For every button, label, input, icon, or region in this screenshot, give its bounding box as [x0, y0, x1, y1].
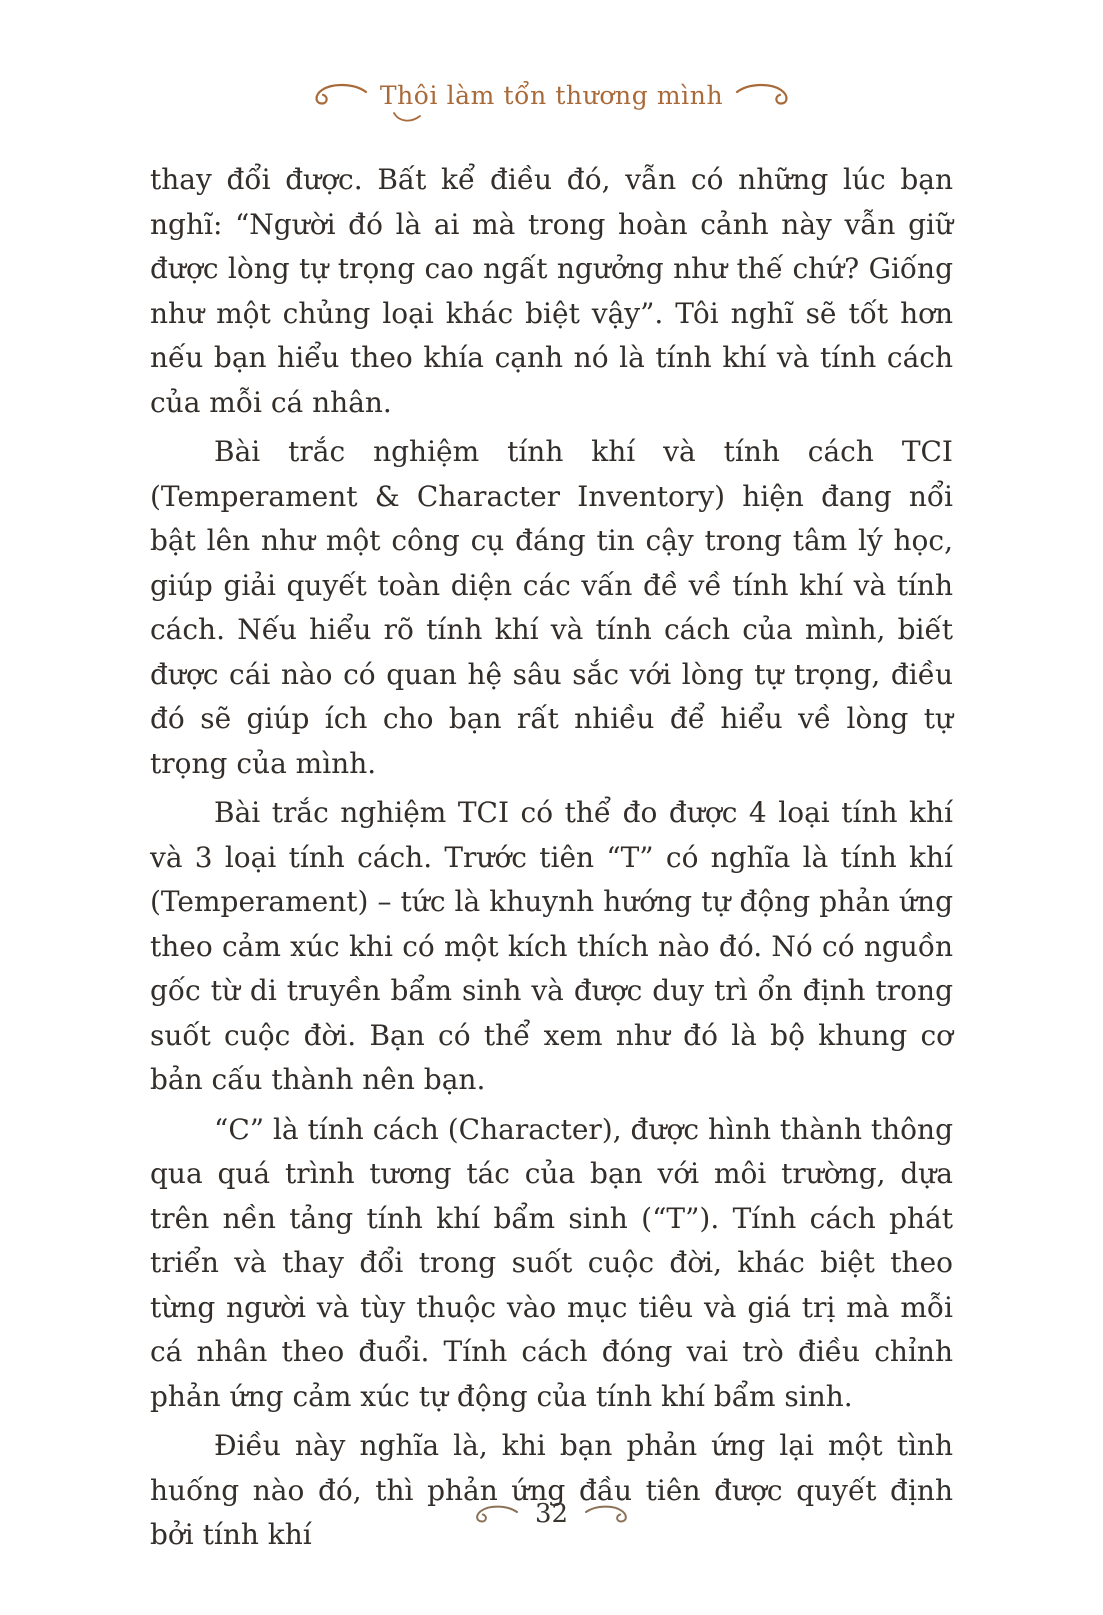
- paragraph: Bài trắc nghiệm TCI có thể đo được 4 loại tính khí và 3 loại tính cách. Trước tiên “T” có nghĩa là tính khí (Temperament) – tức là khuynh hướng tự động phản ứng theo cảm xúc khi có một kích thích nào đó. Nó có nguồn gốc từ di truyền bẩm sinh và được duy trì ổn định trong suốt cuộc đời. Bạn có thể xem như đó là bộ khung cơ bản cấu thành nên bạn.: [150, 796, 953, 1096]
- footer-flourish-left-icon: [469, 1503, 519, 1525]
- header-undercurl-icon: [392, 110, 422, 124]
- page-number: 32: [534, 1499, 569, 1529]
- body-text: [150, 158, 953, 1615]
- footer-flourish-right-icon: [584, 1503, 634, 1525]
- header-title: Thôi làm tổn thương mình: [379, 80, 724, 110]
- running-header: [0, 80, 1103, 110]
- header-flourish-right-icon: [735, 80, 797, 110]
- paragraph: “C” là tính cách (Character), được hình thành thông qua quá trình tương tác của bạn với môi trường, dựa trên nền tảng tính khí bẩm sinh (“T”). Tính cách phát triển và thay đổi trong suốt cuộc đời, khác biệt theo từng người và tùy thuộc vào mục tiêu và giá trị mà mỗi cá nhân theo đuổi. Tính cách đóng vai trò điều chỉnh phản ứng cảm xúc tự động của tính khí bẩm sinh.: [150, 1112, 953, 1413]
- header-flourish-left-icon: [306, 80, 368, 110]
- paragraph: Điều này nghĩa là, khi bạn phản ứng lại một tình huống nào đó, thì phản ứng đầu tiên được quyết định bởi tính khí: [150, 1429, 953, 1551]
- paragraph: thay đổi được. Bất kể điều đó, vẫn có những lúc bạn nghĩ: “Người đó là ai mà trong hoàn cảnh này vẫn giữ được lòng tự trọng cao ngất ngưởng như thế chứ? Giống như một chủng loại khác biệt vậy”. Tôi nghĩ sẽ tốt hơn nếu bạn hiểu theo khía cạnh nó là tính khí và tính cách của mỗi cá nhân.: [150, 163, 953, 419]
- page-footer: [0, 1499, 1103, 1529]
- paragraph: Bài trắc nghiệm tính khí và tính cách TCI (Temperament & Character Inventory) hiện đang nổi bật lên như một công cụ đáng tin cậy trong tâm lý học, giúp giải quyết toàn diện các vấn đề về tính khí và tính cách. Nếu hiểu rõ tính khí và tính cách của mình, biết được cái nào có quan hệ sâu sắc với lòng tự trọng, điều đó sẽ giúp ích cho bạn rất nhiều để hiểu về lòng tự trọng của mình.: [150, 435, 953, 780]
